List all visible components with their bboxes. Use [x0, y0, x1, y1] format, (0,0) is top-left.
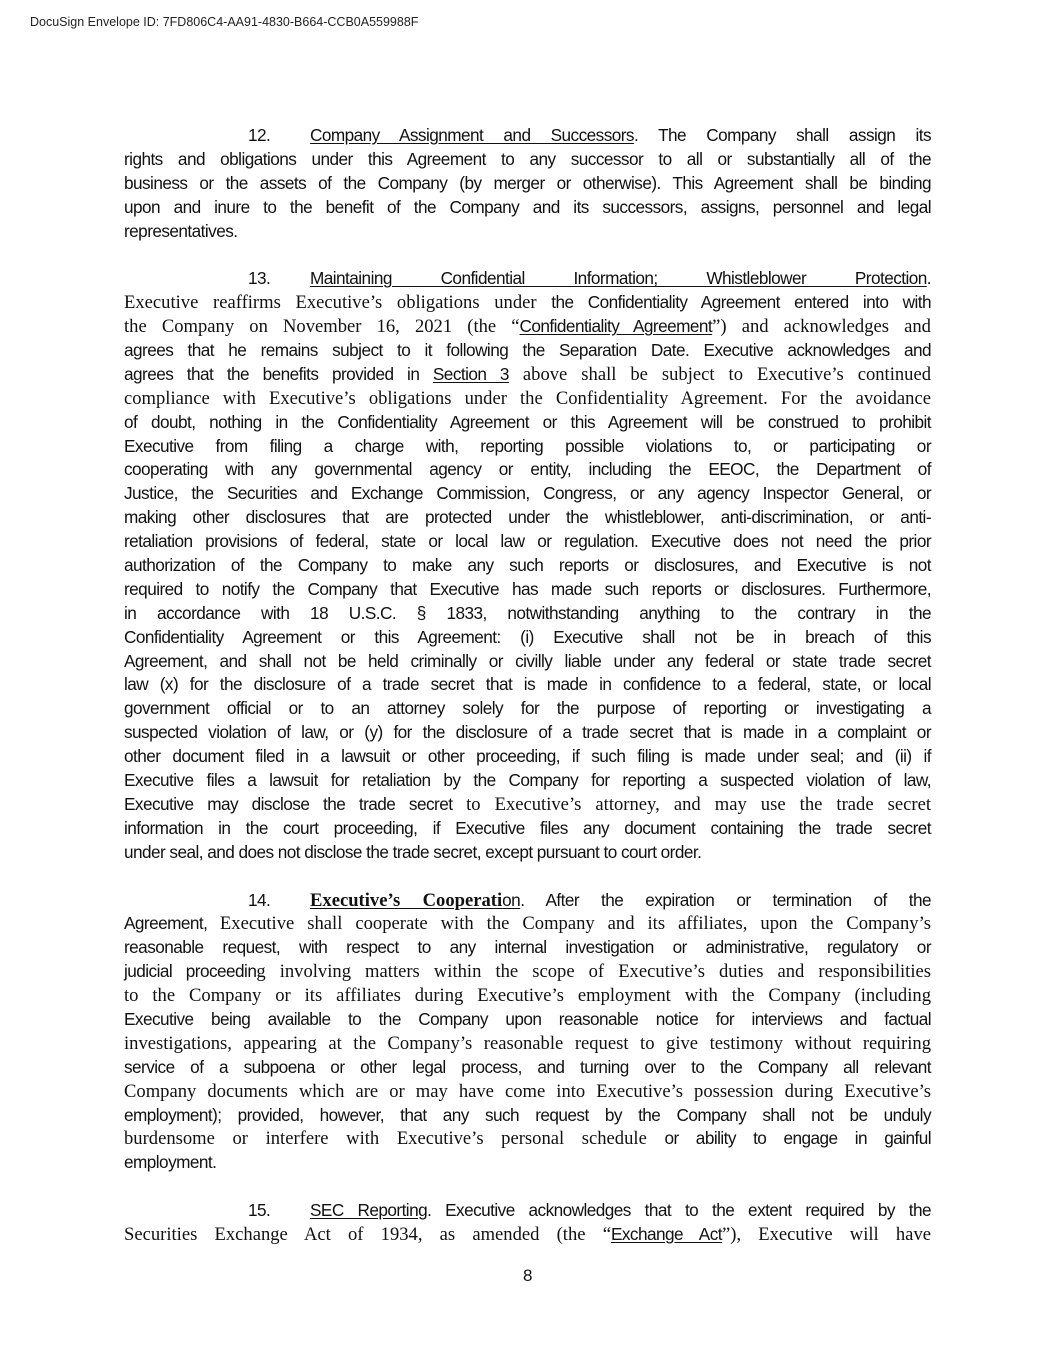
text-line: [124, 936, 931, 960]
section-heading: on: [502, 889, 521, 910]
text-run: g involving matters within the scope of Executive’s duties and responsibilities: [256, 961, 931, 983]
text-run: other document filed in a lawsuit or other proceeding, if such filing is made under seal; and (ii) if: [124, 746, 931, 767]
text-run: investigations, appearing at the Company’s reasonable request to give testimony without requiring: [124, 1032, 931, 1054]
text-line: [124, 554, 931, 578]
text-run: service of a subpoena or other legal process, and turning over to the Company all relevant: [124, 1056, 931, 1077]
text-run: ”) and acknowledges and: [712, 316, 931, 338]
text-run: information in the court proceeding, if Executive files any document containing the trade secret: [124, 817, 931, 838]
text-line: [124, 506, 931, 530]
section-heading: Exchange Act: [610, 1223, 722, 1244]
text-run: the Confidentiality Agreement entered into with: [551, 292, 931, 313]
document-body: [124, 124, 931, 1247]
paragraph-spacer: [124, 243, 931, 267]
text-line: [124, 960, 931, 984]
text-line: [124, 196, 931, 220]
paragraph-spacer: [124, 1175, 931, 1199]
text-line: [124, 626, 931, 650]
text-run: agrees that the benefits provided in: [124, 363, 433, 384]
text-run: employment); provided, however, that any such request by the Company shall not be unduly: [124, 1104, 931, 1125]
text-line: [124, 1032, 931, 1056]
text-run: suspected violation of law, or (y) for the disclosure of a trade secret that is made in a complaint or: [124, 722, 931, 743]
text-line: [124, 889, 931, 913]
text-line: [124, 148, 931, 172]
text-line: [124, 1127, 931, 1151]
text-run: required to notify the Company that Executive has made such reports or disclosures. Furthermore,: [124, 578, 931, 599]
section-heading: Executive’s Cooperati: [310, 889, 503, 911]
text-line: [124, 411, 931, 435]
paragraph-spacer: [124, 865, 931, 889]
section-14: [124, 889, 931, 1176]
text-run: Executive may disclose the trade secret: [124, 793, 467, 814]
section-number: 12.: [248, 125, 271, 145]
text-run: Executive being available to the Company upon reasonable notice for interviews and factual: [124, 1008, 931, 1029]
text-line: [124, 721, 931, 745]
text-run: . After the expiration or termination of the: [520, 889, 931, 910]
text-run: under seal, and does not disclose the trade secret, except pursuant to court order.: [124, 841, 702, 862]
text-run: to Executive’s attorney, and may use the trade secret: [466, 793, 931, 815]
text-run: Executive from filing a charge with, reporting possible violations to, or participating or: [124, 435, 931, 456]
text-line: [124, 1199, 931, 1223]
section-13: [124, 267, 931, 864]
text-run: burdensome or interfere with Executive’s personal schedule: [124, 1128, 665, 1150]
text-line: [124, 984, 931, 1008]
text-run: agrees that he remains subject to it following the Separation Date. Executive acknowledges and: [124, 340, 931, 361]
text-line: [124, 1080, 931, 1104]
text-run: reasonable request, with respect to any internal investigation or administrative, regulatory or: [124, 937, 931, 958]
text-run: representatives.: [124, 220, 238, 241]
text-line: [124, 673, 931, 697]
section-heading: Company Assignment and Successors: [310, 125, 634, 145]
text-line: [124, 578, 931, 602]
text-line: [124, 817, 931, 841]
text-run: law (x) for the disclosure of a trade secret that is made in confidence to a federal, state, or local: [124, 674, 931, 695]
text-run: Executive shall cooperate with the Company and its affiliates, upon the Company’s: [219, 913, 931, 935]
text-run: to the Company or its affiliates during Executive’s employment with the Company (including: [124, 985, 931, 1007]
text-line: [124, 602, 931, 626]
text-run: Securities Exchange Act of 1934, as amended (the “: [124, 1223, 611, 1245]
text-run: cooperating with any governmental agency or entity, including the EEOC, the Department of: [124, 459, 931, 480]
text-run: making other disclosures that are protected under the whistleblower, anti-discrimination, or anti-: [124, 507, 931, 528]
section-heading: Confidentiality Agreement: [519, 316, 713, 337]
text-line: [124, 220, 931, 244]
text-line: [124, 793, 931, 817]
text-run: . Executive acknowledges that to the extent required by the: [427, 1200, 931, 1221]
text-run: Justice, the Securities and Exchange Commission, Congress, or any agency Inspector General, or: [124, 483, 931, 504]
text-line: [124, 650, 931, 674]
text-line: [124, 530, 931, 554]
text-run: Executive reaffirms Executive’s obligations under: [124, 292, 552, 314]
text-line: [124, 1008, 931, 1032]
text-line: [124, 769, 931, 793]
text-line: [124, 482, 931, 506]
section-number: 15.: [248, 1200, 271, 1221]
section-heading: SEC Reporting: [310, 1200, 428, 1221]
text-line: [124, 172, 931, 196]
text-run: Confidentiality Agreement or this Agreement: (i) Executive shall not be in breach of this: [124, 626, 931, 647]
text-run: judicial proceedin: [124, 961, 257, 982]
section-15: [124, 1199, 931, 1247]
text-line: [124, 458, 931, 482]
text-run: .: [926, 268, 931, 289]
text-line: [124, 841, 931, 865]
text-line: [124, 363, 931, 387]
text-line: [124, 745, 931, 769]
text-run: Executive files a lawsuit for retaliation by the Company for reporting a suspected violation of law,: [124, 770, 931, 791]
text-line: [124, 1104, 931, 1128]
text-run: ”), Executive will have: [722, 1223, 931, 1245]
section-number: 14.: [248, 889, 271, 910]
text-run: Agreement, and shall not be held criminally or civilly liable under any federal or state trade secret: [124, 650, 931, 671]
text-line: [124, 267, 931, 291]
text-run: Agreement,: [124, 913, 220, 934]
text-line: [124, 1151, 931, 1175]
text-line: [124, 1056, 931, 1080]
text-run: business or the assets of the Company (by merger or otherwise). This Agreement shall be binding: [124, 172, 931, 193]
section-heading: Section 3: [432, 363, 509, 384]
text-run: . The Company shall assign its: [633, 125, 931, 145]
text-line: [124, 912, 931, 936]
text-line: [124, 387, 931, 411]
text-line: [124, 315, 931, 339]
text-line: [124, 435, 931, 459]
text-line: [124, 124, 931, 148]
text-run: the Company on November 16, 2021 (the “: [124, 316, 520, 338]
text-run: in accordance with 18 U.S.C. § 1833, notwithstanding anything to the contrary in the: [124, 602, 931, 623]
text-run: upon and inure to the benefit of the Company and its successors, assigns, personnel and legal: [124, 196, 931, 217]
section-12: [124, 124, 931, 243]
text-run: compliance with Executive’s obligations under the Confidentiality Agreement. For the avoidance: [124, 387, 931, 409]
text-run: rights and obligations under this Agreement to any successor to all or substantially all of the: [124, 148, 931, 169]
section-heading: Maintaining Confidential Information; Whistleblower Protection: [310, 268, 927, 289]
section-number: 13.: [248, 268, 271, 289]
text-run: government official or to an attorney solely for the purpose of reporting or investigating a: [124, 698, 931, 719]
text-run: authorization of the Company to make any such reports or disclosures, and Executive is not: [124, 555, 931, 576]
page-number: 8: [522, 1266, 533, 1285]
text-line: [124, 339, 931, 363]
text-run: or ability to engage in gainful: [664, 1128, 931, 1149]
text-line: [124, 291, 931, 315]
text-run: employment.: [124, 1152, 217, 1173]
text-line: [124, 697, 931, 721]
docusign-envelope-id: DocuSign Envelope ID: 7FD806C4-AA91-4830-B664-CCB0A559988F: [30, 15, 419, 29]
text-run: above shall be subject to Executive’s continued: [508, 363, 932, 385]
text-run: of doubt, nothing in the Confidentiality Agreement or this Agreement will be construed to prohibit: [124, 411, 931, 432]
text-line: [124, 1223, 931, 1247]
text-run: retaliation provisions of federal, state or local law or regulation. Executive does not need the prior: [124, 531, 931, 552]
text-run: Company documents which are or may have come into Executive’s possession during Executive’s: [124, 1080, 931, 1102]
